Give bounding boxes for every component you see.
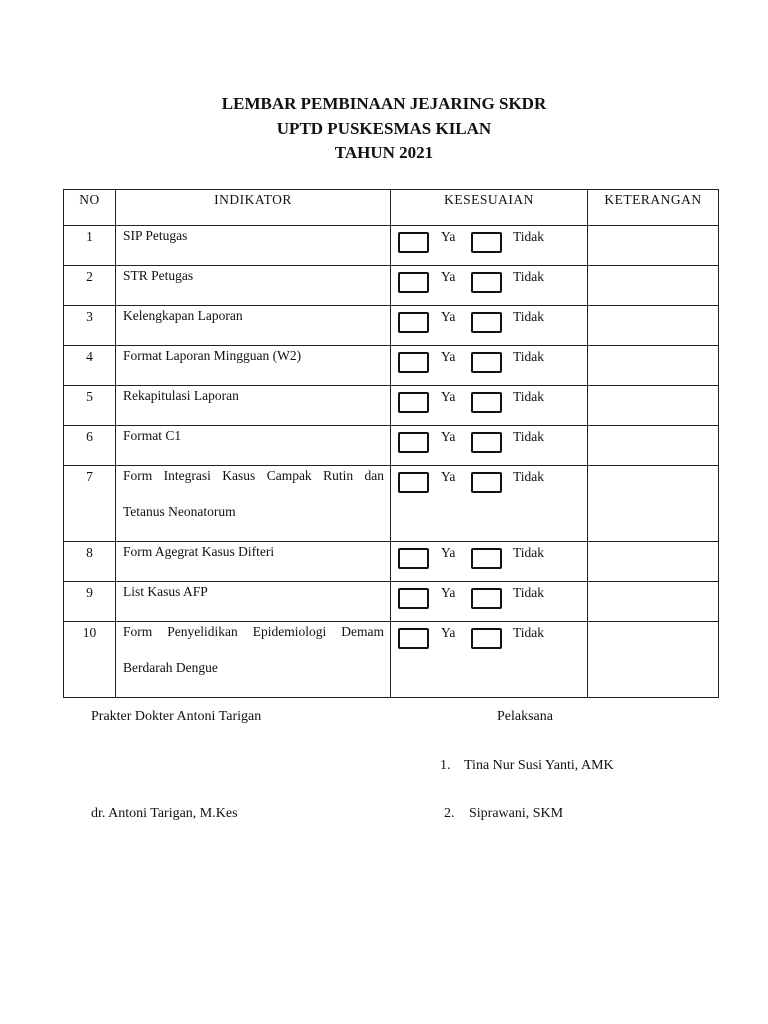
row-number: 4	[64, 346, 116, 386]
row-remarks[interactable]	[588, 346, 719, 386]
checkbox-ya[interactable]	[398, 472, 429, 493]
row-remarks[interactable]	[588, 226, 719, 266]
header-no: NO	[64, 190, 116, 226]
option-tidak-label: Tidak	[513, 545, 545, 560]
row-number: 1	[64, 226, 116, 266]
indicator-text: Form Integrasi Kasus Campak Rutin dan Tetanus Neonatorum	[123, 468, 384, 519]
option-tidak-label: Tidak	[513, 625, 545, 640]
option-ya-label: Ya	[441, 469, 456, 484]
row-remarks[interactable]	[588, 466, 719, 542]
header-kesesuaian: KESESUAIAN	[391, 190, 588, 226]
indicator-text: Rekapitulasi Laporan	[123, 388, 239, 403]
right-signatory-role: Pelaksana	[497, 709, 553, 724]
executor-name: Tina Nur Susi Yanti, AMK	[464, 758, 614, 773]
checkbox-tidak[interactable]	[471, 432, 502, 453]
checkbox-ya[interactable]	[398, 548, 429, 569]
row-number: 10	[64, 622, 116, 698]
row-conformity	[391, 266, 588, 306]
row-number: 9	[64, 582, 116, 622]
option-ya-label: Ya	[441, 389, 456, 404]
checkbox-ya[interactable]	[398, 352, 429, 373]
row-conformity	[391, 466, 588, 542]
header-indikator: INDIKATOR	[116, 190, 391, 226]
table-body	[64, 226, 719, 698]
row-conformity	[391, 542, 588, 582]
checkbox-ya[interactable]	[398, 588, 429, 609]
indicator-text: Form Agegrat Kasus Difteri	[123, 544, 275, 559]
document-title	[0, 92, 768, 166]
row-remarks[interactable]	[588, 542, 719, 582]
row-remarks[interactable]	[588, 426, 719, 466]
executor-name: Siprawani, SKM	[469, 806, 564, 821]
checkbox-tidak[interactable]	[471, 352, 502, 373]
row-conformity	[391, 582, 588, 622]
checkbox-ya[interactable]	[398, 628, 429, 649]
option-tidak-label: Tidak	[513, 585, 545, 600]
indicator-text: Format Laporan Mingguan (W2)	[123, 348, 302, 363]
option-ya-label: Ya	[441, 349, 456, 364]
row-number: 2	[64, 266, 116, 306]
checkbox-ya[interactable]	[398, 432, 429, 453]
row-remarks[interactable]	[588, 582, 719, 622]
row-number: 3	[64, 306, 116, 346]
option-ya-label: Ya	[441, 545, 456, 560]
row-number: 6	[64, 426, 116, 466]
executor-number: 2.	[444, 806, 455, 821]
row-conformity	[391, 622, 588, 698]
row-number: 8	[64, 542, 116, 582]
option-tidak-label: Tidak	[513, 229, 545, 244]
row-remarks[interactable]	[588, 622, 719, 698]
row-indicator	[116, 622, 391, 698]
row-number: 5	[64, 386, 116, 426]
row-remarks[interactable]	[588, 306, 719, 346]
checkbox-tidak[interactable]	[471, 588, 502, 609]
option-tidak-label: Tidak	[513, 269, 545, 284]
checkbox-tidak[interactable]	[471, 472, 502, 493]
row-conformity	[391, 426, 588, 466]
checkbox-ya[interactable]	[398, 272, 429, 293]
option-ya-label: Ya	[441, 229, 456, 244]
row-conformity	[391, 386, 588, 426]
checkbox-tidak[interactable]	[471, 628, 502, 649]
row-remarks[interactable]	[588, 386, 719, 426]
option-ya-label: Ya	[441, 309, 456, 324]
checkbox-ya[interactable]	[398, 312, 429, 333]
row-conformity	[391, 306, 588, 346]
left-signatory-role: Prakter Dokter Antoni Tarigan	[91, 709, 262, 724]
row-indicator	[116, 466, 391, 542]
option-ya-label: Ya	[441, 429, 456, 444]
row-remarks[interactable]	[588, 266, 719, 306]
indicator-text: Format C1	[123, 428, 182, 443]
option-tidak-label: Tidak	[513, 349, 545, 364]
row-number: 7	[64, 466, 116, 542]
executor-number: 1.	[440, 758, 451, 773]
checkbox-tidak[interactable]	[471, 312, 502, 333]
option-ya-label: Ya	[441, 585, 456, 600]
checkbox-tidak[interactable]	[471, 392, 502, 413]
assessment-table	[63, 189, 719, 698]
indicator-text: STR Petugas	[123, 268, 194, 283]
checkbox-tidak[interactable]	[471, 548, 502, 569]
table-row	[64, 466, 719, 542]
indicator-text: SIP Petugas	[123, 228, 188, 243]
option-tidak-label: Tidak	[513, 389, 545, 404]
row-conformity	[391, 226, 588, 266]
table-row	[64, 622, 719, 698]
option-ya-label: Ya	[441, 625, 456, 640]
option-tidak-label: Tidak	[513, 429, 545, 444]
indicator-text: Kelengkapan Laporan	[123, 308, 243, 323]
checkbox-tidak[interactable]	[471, 232, 502, 253]
title-line-3: TAHUN 2021	[334, 143, 434, 162]
title-line-1: LEMBAR PEMBINAAN JEJARING SKDR	[221, 94, 547, 113]
indicator-text: Form Penyelidikan Epidemiologi Demam Berdarah Dengue	[123, 624, 384, 675]
left-signatory-name: dr. Antoni Tarigan, M.Kes	[91, 806, 238, 821]
option-tidak-label: Tidak	[513, 469, 545, 484]
checkbox-tidak[interactable]	[471, 272, 502, 293]
checkbox-ya[interactable]	[398, 392, 429, 413]
title-line-2: UPTD PUSKESMAS KILAN	[276, 118, 492, 138]
row-conformity	[391, 346, 588, 386]
indicator-text: List Kasus AFP	[123, 584, 208, 599]
option-ya-label: Ya	[441, 269, 456, 284]
header-keterangan: KETERANGAN	[588, 190, 719, 226]
checkbox-ya[interactable]	[398, 232, 429, 253]
option-tidak-label: Tidak	[513, 309, 545, 324]
